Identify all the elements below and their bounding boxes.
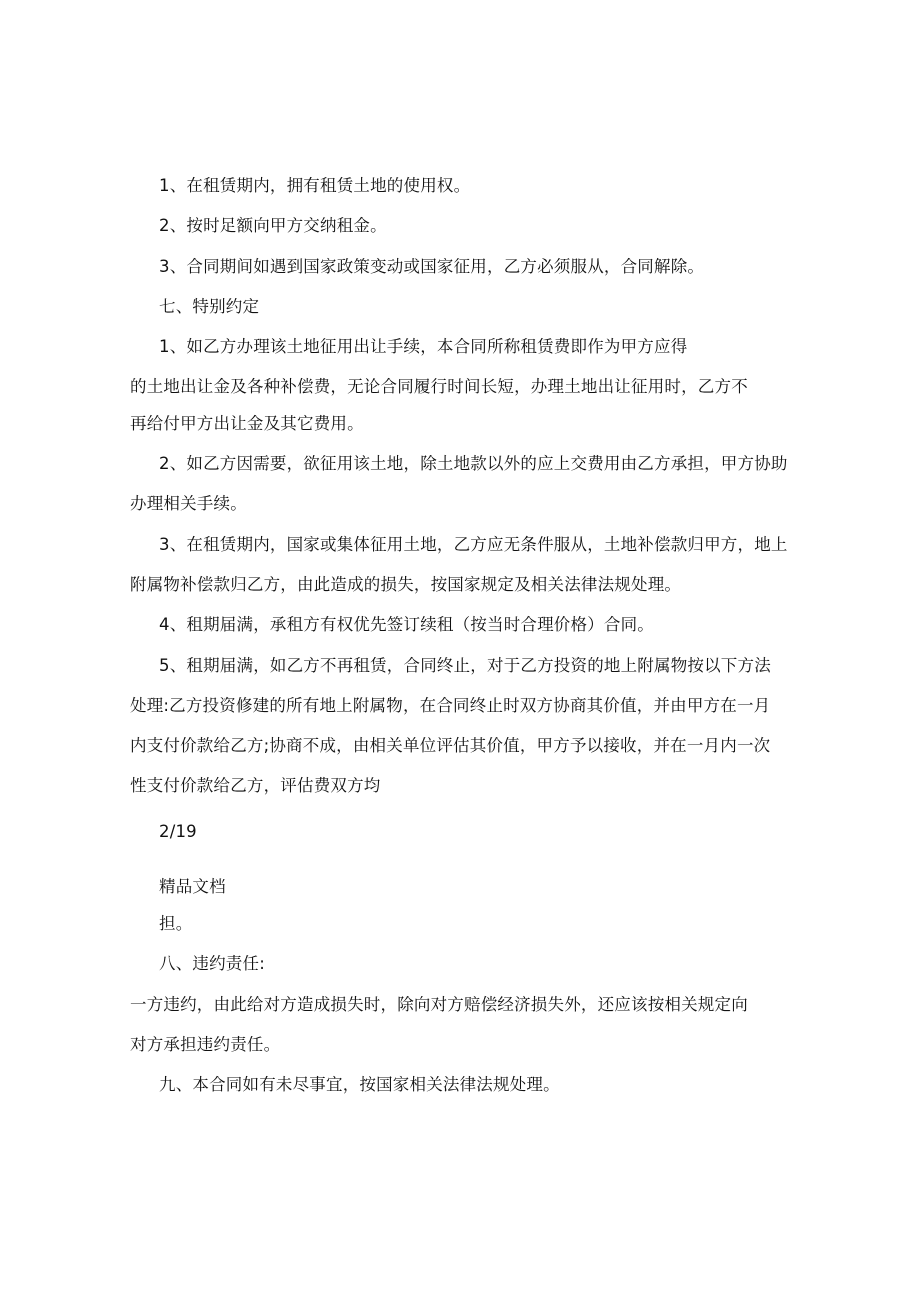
page-number: 2/19 xyxy=(159,822,197,841)
clause-7-5-line-2: 处理:乙方投资修建的所有地上附属物，在合同终止时双方协商其价值，并由甲方在一月 xyxy=(130,696,771,715)
section-9-text: 九、本合同如有未尽事宜，按国家相关法律法规处理。 xyxy=(159,1075,560,1094)
section-8-heading: 八、违约责任: xyxy=(159,954,265,973)
watermark-text: 精品文档 xyxy=(159,877,226,896)
clause-7-2-line-1: 2、如乙方因需要，欲征用该土地，除土地款以外的应上交费用由乙方承担，甲方协助 xyxy=(159,454,788,473)
clause-7-1-line-1: 1、如乙方办理该土地征用出让手续，本合同所称租赁费即作为甲方应得 xyxy=(159,337,688,356)
clause-7-5-line-4: 性支付价款给乙方，评估费双方均 xyxy=(130,776,381,795)
clause-7-5-continuation: 担。 xyxy=(159,914,193,933)
clause-7-3-line-1: 3、在租赁期内，国家或集体征用土地，乙方应无条件服从，土地补偿款归甲方，地上 xyxy=(159,535,788,554)
clause-7-3-line-2: 附属物补偿款归乙方，由此造成的损失，按国家规定及相关法律法规处理。 xyxy=(130,575,682,594)
clause-7-1-line-2: 的土地出让金及各种补偿费，无论合同履行时间长短，办理土地出让征用时，乙方不 xyxy=(130,377,748,396)
clause-7-1-line-3: 再给付甲方出让金及其它费用。 xyxy=(130,414,364,433)
section-8-text-line-2: 对方承担违约责任。 xyxy=(130,1035,281,1054)
clause-7-4: 4、租期届满，承租方有权优先签订续租（按当时合理价格）合同。 xyxy=(159,615,654,634)
clause-6-3: 3、合同期间如遇到国家政策变动或国家征用，乙方必须服从，合同解除。 xyxy=(159,257,705,276)
section-7-heading: 七、特别约定 xyxy=(159,297,260,316)
clause-6-2: 2、按时足额向甲方交纳租金。 xyxy=(159,216,387,235)
clause-7-5-line-3: 内支付价款给乙方;协商不成，由相关单位评估其价值，甲方予以接收，并在一月内一次 xyxy=(130,736,771,755)
clause-7-5-line-1: 5、租期届满，如乙方不再租赁，合同终止，对于乙方投资的地上附属物按以下方法 xyxy=(159,656,771,675)
section-8-text-line-1: 一方违约，由此给对方造成损失时，除向对方赔偿经济损失外，还应该按相关规定向 xyxy=(130,995,748,1014)
clause-6-1: 1、在租赁期内，拥有租赁土地的使用权。 xyxy=(159,176,471,195)
clause-7-2-line-2: 办理相关手续。 xyxy=(130,494,247,513)
